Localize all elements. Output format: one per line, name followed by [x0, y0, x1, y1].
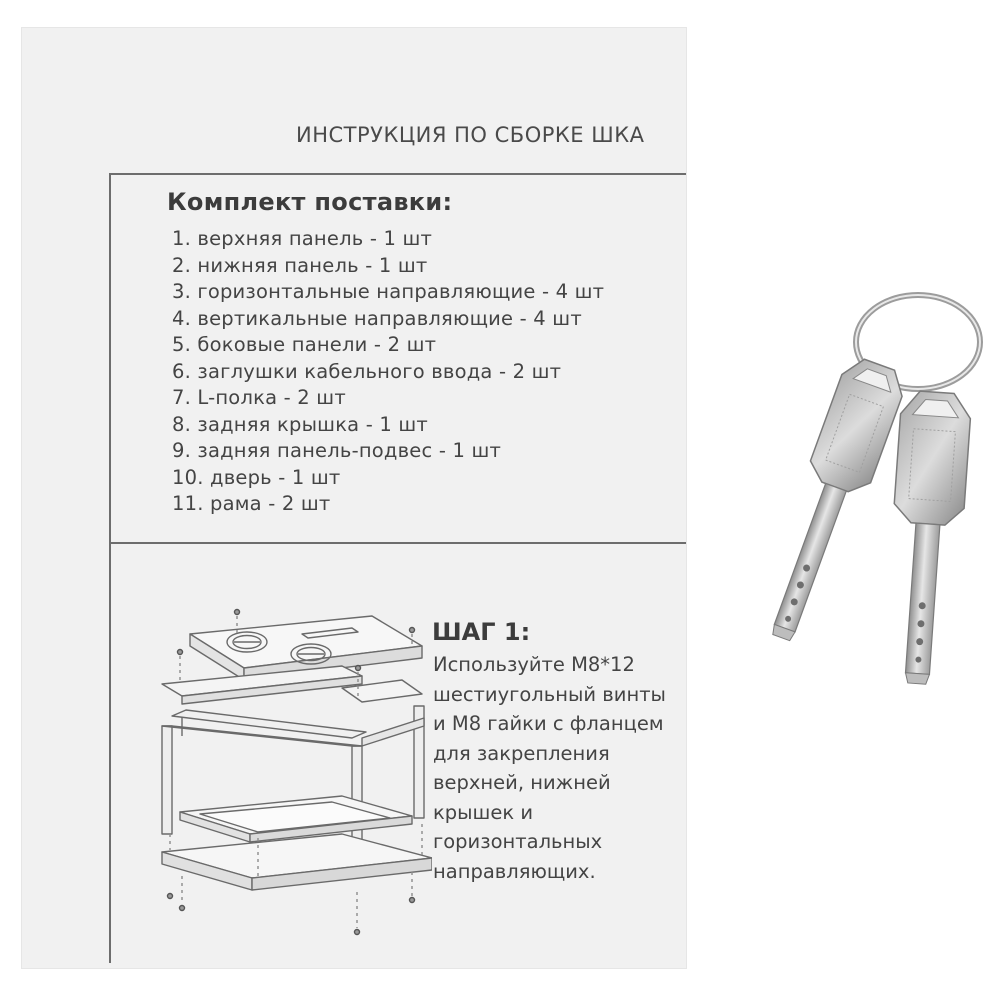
step1-line: и М8 гайки с фланцем	[433, 712, 664, 735]
step1-line: верхней, нижней	[433, 771, 611, 794]
kit-item: 3. горизонтальные направляющие - 4 шт	[172, 280, 605, 303]
kit-item: 1. верхняя панель - 1 шт	[172, 227, 433, 250]
step1-heading: ШАГ 1:	[432, 618, 531, 646]
frame-section-divider	[109, 542, 686, 544]
right-key-icon	[882, 390, 972, 686]
step1-line: крышек и	[433, 800, 534, 824]
kit-item: 6. заглушки кабельного ввода - 2 шт	[172, 359, 562, 383]
step1-line: направляющих.	[433, 859, 596, 883]
step1-line: Используйте М8*12	[433, 653, 635, 676]
left-key-icon	[750, 354, 909, 648]
step1-line: шестиугольный винты	[433, 682, 666, 706]
kit-item: 7. L-полка - 2 шт	[172, 386, 346, 409]
document-title: ИНСТРУКЦИЯ ПО СБОРКЕ ШКА	[296, 123, 645, 147]
rack-cabinet-exploded-icon	[122, 576, 432, 946]
keys-icon	[700, 280, 1000, 700]
kit-item: 5. боковые панели - 2 шт	[172, 333, 437, 356]
kit-list	[172, 226, 604, 518]
instruction-sheet	[22, 28, 686, 968]
kit-item: 11. рама - 2 шт	[172, 492, 331, 515]
step1-text	[433, 650, 686, 886]
step1-line: горизонтальных	[433, 830, 603, 853]
kit-item: 2. нижняя панель - 1 шт	[172, 253, 428, 277]
kit-heading: Комплект поставки:	[167, 188, 453, 216]
kit-item: 4. вертикальные направляющие - 4 шт	[172, 306, 582, 330]
frame-top-border	[109, 173, 686, 175]
kit-item: 10. дверь - 1 шт	[172, 465, 341, 489]
kit-item: 8. задняя крышка - 1 шт	[172, 412, 428, 436]
frame-left-border	[109, 173, 111, 963]
kit-item: 9. задняя панель-подвес - 1 шт	[172, 439, 502, 462]
step1-line: для закрепления	[433, 741, 610, 765]
